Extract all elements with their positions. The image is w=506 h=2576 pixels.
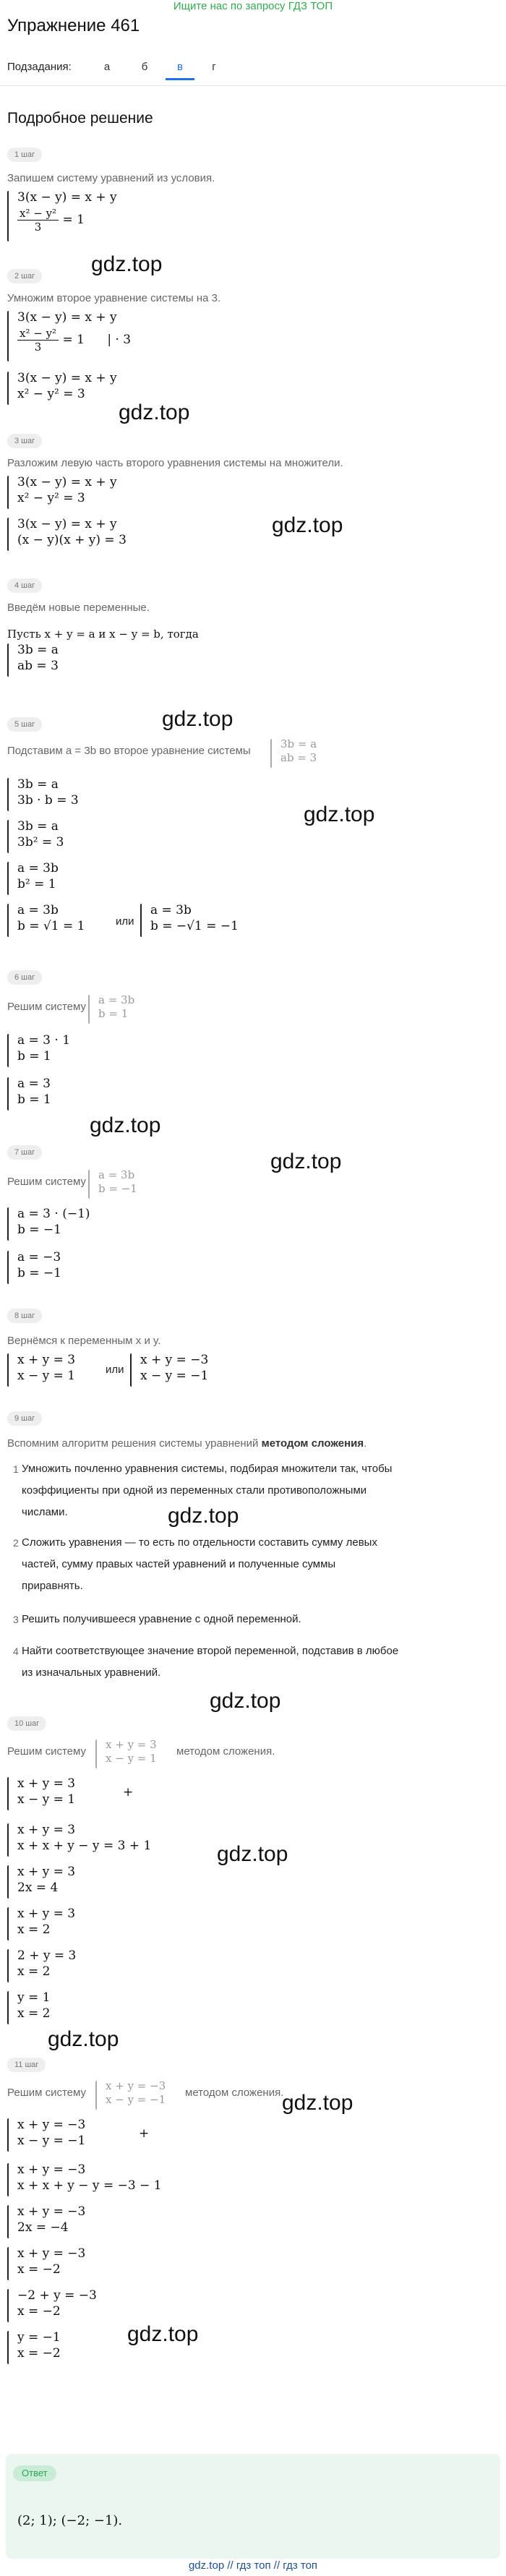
- equation: $\frac{\text{x² − y²}}{3}$ = 1: [17, 207, 117, 234]
- equation: 3(x − y) = x + y: [17, 517, 117, 531]
- watermark: gdz.top: [162, 707, 233, 731]
- step-text: методом сложения.: [185, 2087, 284, 2099]
- equation: x = 2: [17, 2006, 51, 2021]
- step-text: Запишем систему уравнений из условия.: [7, 172, 215, 184]
- footer-sep: //: [270, 2559, 283, 2572]
- equation: 3b · b = 3: [17, 793, 79, 808]
- list-item: Сложить уравнения — то есть по отдельности составить сумму левых: [22, 1536, 377, 1549]
- subtasks-label: Подзадания:: [7, 61, 72, 73]
- equation: x + y = 3: [17, 1823, 76, 1837]
- list-item: Найти соответствующее значение второй переменной, подставив в любое: [22, 1645, 399, 1657]
- equation: x + y = 3: [106, 1738, 157, 1751]
- equation: b = −√1 = −1: [150, 919, 239, 933]
- step-text: Вспомним алгоритм решения системы уравнений методом сложения.: [7, 1437, 367, 1450]
- equation: b = 1: [17, 1049, 51, 1064]
- equation: b = √1 = 1: [17, 919, 85, 933]
- step-text: Решим систему: [7, 2087, 86, 2099]
- top-search-hint[interactable]: Ищите нас по запросу ГДЗ ТОП: [173, 0, 333, 12]
- system-brace: [95, 2081, 97, 2110]
- equation: a = 3b: [98, 1168, 135, 1181]
- step-badge: 6 шаг: [7, 970, 42, 985]
- equation: 2 + y = 3: [17, 1948, 77, 1963]
- step-text: Решим систему: [7, 1745, 86, 1758]
- list-item: Умножить почленно уравнения системы, подбирая множители так, чтобы: [22, 1463, 393, 1475]
- system-brace: [7, 311, 9, 361]
- system-brace: [7, 2118, 9, 2152]
- equation: y = 1: [17, 1990, 51, 2005]
- or-text: или: [106, 1364, 124, 1376]
- equation: x + y = −3: [140, 1353, 209, 1367]
- step-text: Введём новые переменные.: [7, 602, 150, 614]
- list-item: приравнять.: [22, 1580, 83, 1592]
- equation: 3(x − y) = x + y: [17, 475, 117, 489]
- step-text: Разложим левую часть второго уравнения системы на множители.: [7, 457, 343, 469]
- step-text: Вернёмся к переменным x и y.: [7, 1335, 161, 1347]
- equation: x + y = −3: [17, 2246, 86, 2261]
- equation: x − y = −1: [140, 1369, 209, 1383]
- equation: b = 1: [98, 1007, 129, 1020]
- system-brace: [7, 372, 9, 405]
- equation: x + y = −3: [17, 2204, 86, 2219]
- system-brace: [7, 2163, 9, 2196]
- equation: x − y = −1: [17, 2134, 86, 2148]
- equation: −2 + y = −3: [17, 2288, 97, 2303]
- watermark: gdz.top: [282, 2091, 353, 2115]
- equation: x² − y² = 3: [17, 491, 85, 505]
- equation: x + x + y − y = 3 + 1: [17, 1839, 152, 1853]
- list-item: коэффициенты при одной из переменных стали противоположными: [22, 1484, 367, 1497]
- system-brace: [7, 1949, 9, 1982]
- system-brace: [7, 820, 9, 853]
- equation: x² − y² = 3: [17, 387, 85, 401]
- list-item: Решить получившееся уравнение с одной переменной.: [22, 1613, 301, 1625]
- equation: x − y = 1: [106, 1752, 157, 1765]
- equation: x = 2: [17, 1964, 51, 1979]
- page-title: Упражнение 461: [7, 16, 140, 35]
- footer-link[interactable]: гдз топ: [236, 2559, 271, 2572]
- equation: a = 3b: [17, 861, 59, 876]
- system-brace: [130, 1353, 132, 1387]
- equation: a = −3: [17, 1250, 61, 1265]
- footer-link[interactable]: гдз топ: [283, 2559, 318, 2572]
- watermark: gdz.top: [91, 252, 163, 276]
- equation: a = 3: [17, 1077, 51, 1091]
- tab-a[interactable]: а: [103, 61, 111, 73]
- equation: 3(x − y) = x + y: [17, 371, 117, 385]
- system-brace: [270, 739, 272, 768]
- list-item: частей, сумму правых частей уравнений и полученные суммы: [22, 1558, 336, 1570]
- equation: ab = 3: [280, 751, 317, 764]
- step-text: Решим систему: [7, 1176, 86, 1188]
- answer-box: [6, 2454, 500, 2559]
- plus-sign: +: [139, 2126, 150, 2141]
- equation: x = −2: [17, 2262, 61, 2277]
- watermark: gdz.top: [119, 401, 190, 424]
- watermark: gdz.top: [210, 1689, 281, 1713]
- tab-g[interactable]: г: [212, 61, 216, 73]
- equation: x = −2: [17, 2346, 61, 2361]
- footer-sep: //: [224, 2559, 236, 2572]
- step-text: методом сложения.: [176, 1745, 275, 1758]
- equation: x + y = 3: [17, 1907, 76, 1921]
- step-text: Подставим a = 3b во второе уравнение системы: [7, 745, 251, 757]
- system-brace: [7, 191, 9, 241]
- equation: b = −1: [17, 1266, 61, 1280]
- equation: a = 3 · (−1): [17, 1207, 90, 1221]
- system-brace: [140, 904, 142, 937]
- equation: b² = 1: [17, 877, 56, 891]
- plus-sign: +: [123, 1785, 134, 1800]
- equation: x + y = −3: [17, 2162, 86, 2177]
- system-brace: [7, 778, 9, 811]
- step-badge: 7 шаг: [7, 1145, 42, 1160]
- equation: x − y = −1: [106, 2093, 166, 2106]
- system-brace: [7, 2247, 9, 2280]
- list-number: 4: [13, 1646, 19, 1657]
- equation: 3b² = 3: [17, 835, 64, 850]
- watermark: gdz.top: [217, 1842, 288, 1866]
- list-number: 2: [13, 1537, 19, 1549]
- equation: x + y = 3: [17, 1353, 76, 1367]
- equation: b = −1: [17, 1223, 61, 1237]
- step-badge: 1 шаг: [7, 147, 42, 162]
- equation: 3b = a: [280, 737, 317, 750]
- system-brace: [88, 1170, 90, 1199]
- equation: x + y = −3: [106, 2079, 166, 2092]
- equation: x = 2: [17, 1922, 51, 1937]
- system-brace: [7, 1777, 9, 1810]
- step-badge: 9 шаг: [7, 1411, 42, 1426]
- equation: a = 3b: [17, 903, 59, 917]
- watermark: gdz.top: [304, 803, 375, 826]
- step-badge: 5 шаг: [7, 717, 42, 732]
- system-brace: [7, 1353, 9, 1387]
- system-brace: [7, 1207, 9, 1241]
- step-badge: 2 шаг: [7, 269, 42, 283]
- equation: ab = 3: [17, 659, 59, 673]
- system-brace: [7, 862, 9, 895]
- equation: 2x = 4: [17, 1880, 59, 1895]
- footer-links: [0, 2559, 506, 2572]
- list-item: числами.: [22, 1506, 68, 1518]
- equation: x + x + y − y = −3 − 1: [17, 2178, 162, 2193]
- system-brace: [88, 995, 90, 1024]
- equation: a = 3b: [98, 993, 135, 1006]
- system-brace: [7, 2331, 9, 2364]
- watermark: gdz.top: [270, 1150, 342, 1173]
- equation: a = 3 · 1: [17, 1033, 71, 1048]
- watermark: gdz.top: [127, 2322, 199, 2346]
- answer-text: (2; 1); (−2; −1).: [17, 2513, 123, 2528]
- tab-b[interactable]: б: [141, 61, 148, 73]
- system-brace: [7, 1034, 9, 1067]
- watermark: gdz.top: [48, 2027, 119, 2051]
- step-text: Решим систему: [7, 1001, 86, 1013]
- equation: 3b = a: [17, 643, 59, 657]
- substitution-text: Пусть x + y = a и x − y = b, тогда: [7, 628, 199, 641]
- system-brace: [7, 643, 9, 677]
- section-title: Подробное решение: [7, 110, 153, 127]
- equation: b = 1: [17, 1092, 51, 1107]
- step-badge: 3 шаг: [7, 434, 42, 448]
- equation: x + y = 3: [17, 1776, 76, 1791]
- system-brace: [7, 1251, 9, 1284]
- equation: a = 3b: [150, 903, 192, 917]
- equation: 3(x − y) = x + y: [17, 310, 117, 325]
- list-item: из изначальных уравнений.: [22, 1666, 161, 1679]
- step-badge: 11 шаг: [7, 2058, 46, 2072]
- system-brace: [7, 1865, 9, 1899]
- watermark: gdz.top: [168, 1504, 239, 1528]
- system-brace: [7, 518, 9, 551]
- system-brace: [7, 2289, 9, 2322]
- step-badge: 10 шаг: [7, 1716, 46, 1731]
- equation: 2x = −4: [17, 2220, 69, 2235]
- list-number: 3: [13, 1614, 19, 1625]
- equation: x − y = 1: [17, 1369, 76, 1383]
- step-badge: 8 шаг: [7, 1309, 42, 1323]
- step-badge: 4 шаг: [7, 578, 42, 593]
- equation: $\frac{\text{x² − y²}}{3}$ = 1 | · 3: [17, 327, 131, 354]
- system-brace: [7, 1991, 9, 2024]
- active-tab-indicator: [166, 78, 194, 80]
- equation: x + y = −3: [17, 2118, 86, 2132]
- watermark: gdz.top: [90, 1113, 161, 1137]
- equation: (x − y)(x + y) = 3: [17, 533, 126, 547]
- system-brace: [7, 1823, 9, 1857]
- divider: [0, 85, 506, 86]
- equation: 3(x − y) = x + y: [17, 190, 117, 205]
- step-text: Умножим второе уравнение системы на 3.: [7, 292, 221, 304]
- equation: x = −2: [17, 2304, 61, 2319]
- system-brace: [7, 476, 9, 509]
- equation: y = −1: [17, 2330, 61, 2345]
- equation: 3b = a: [17, 819, 59, 834]
- equation: x + y = 3: [17, 1865, 76, 1879]
- system-brace: [7, 2205, 9, 2238]
- tab-v[interactable]: в: [177, 61, 183, 73]
- equation: 3b = a: [17, 777, 59, 792]
- answer-label: Ответ: [13, 2465, 56, 2481]
- system-brace: [7, 904, 9, 937]
- watermark: gdz.top: [272, 513, 343, 537]
- or-text: или: [116, 915, 134, 928]
- system-brace: [95, 1740, 97, 1768]
- system-brace: [7, 1907, 9, 1940]
- system-brace: [7, 1077, 9, 1111]
- equation: x − y = 1: [17, 1792, 76, 1807]
- equation: b = −1: [98, 1182, 137, 1195]
- footer-link[interactable]: gdz.top: [188, 2559, 225, 2572]
- list-number: 1: [13, 1463, 19, 1475]
